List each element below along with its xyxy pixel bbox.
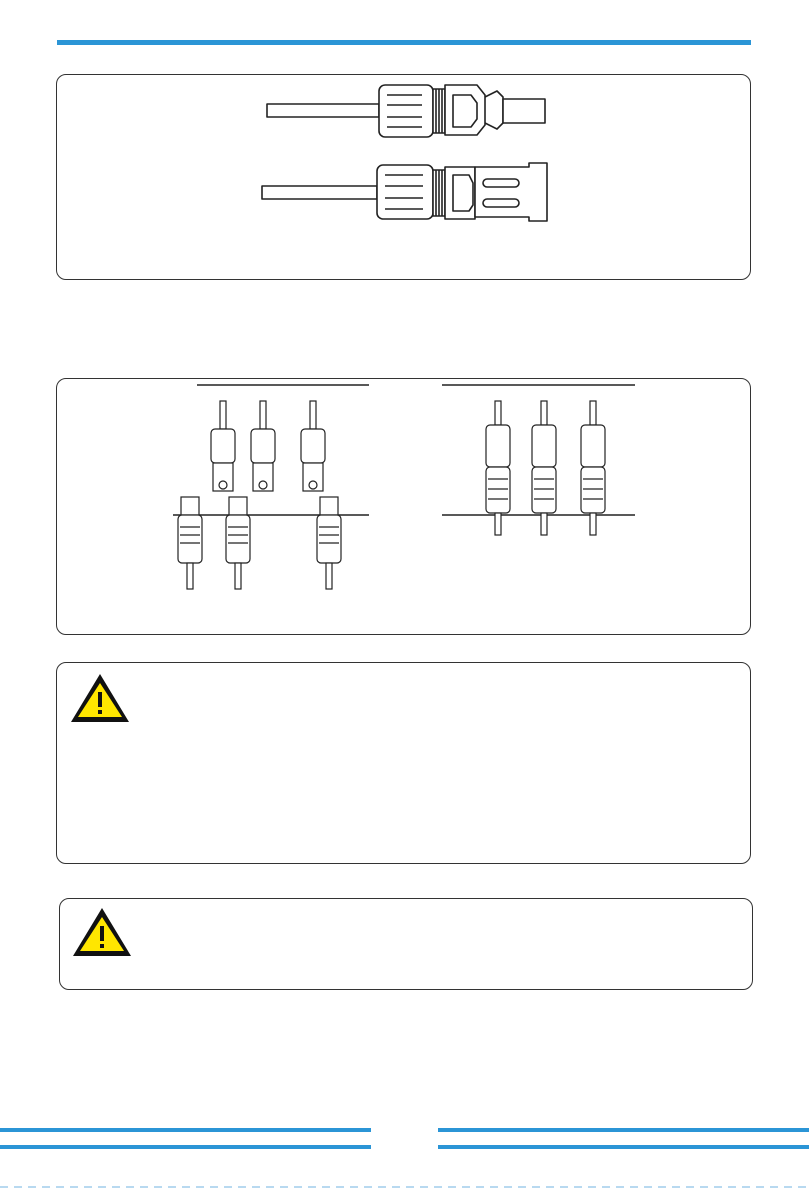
warning-triangle-icon xyxy=(69,672,131,724)
footer-rule-right-2 xyxy=(438,1145,809,1149)
mc4-connection-steps-icon xyxy=(57,379,752,636)
connector-figure-panel xyxy=(56,74,751,280)
footer-rule-left-2 xyxy=(0,1145,371,1149)
warning-box-2 xyxy=(59,898,753,990)
warning-triangle-icon xyxy=(71,906,133,958)
footer-rule-left-1 xyxy=(0,1128,371,1132)
warning-box-1 xyxy=(56,662,751,864)
header-rule xyxy=(57,40,751,45)
page-edge-dashes xyxy=(0,1186,809,1188)
connection-diagram-panel xyxy=(56,378,751,635)
footer-rule-right-1 xyxy=(438,1128,809,1132)
mc4-connector-pair-icon xyxy=(57,75,752,281)
